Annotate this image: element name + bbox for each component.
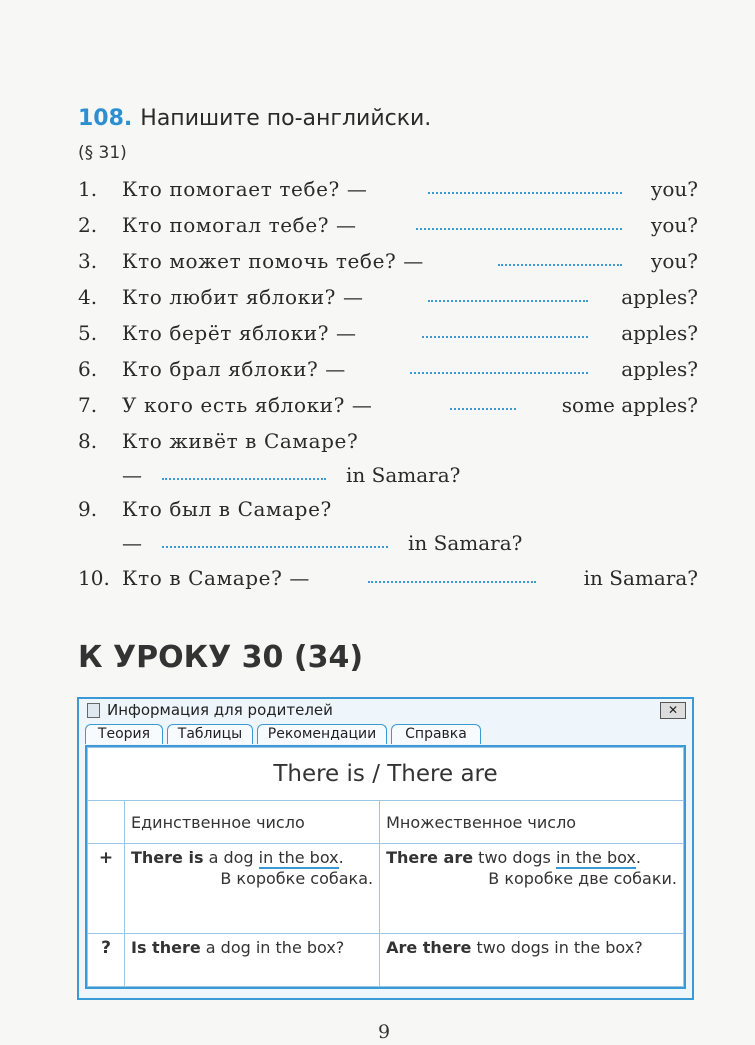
item-number: 9.	[78, 497, 98, 521]
exercise-item-9	[78, 495, 698, 523]
item-russian: Кто помогает тебе? —	[122, 177, 368, 201]
exercise-item-9-answer	[78, 529, 698, 557]
item-english: you?	[651, 249, 698, 273]
item-english: you?	[651, 177, 698, 201]
answer-blank[interactable]	[368, 581, 536, 583]
close-button[interactable]: ✕	[660, 702, 686, 719]
answer-blank[interactable]	[498, 264, 622, 266]
phrase-text: two dogs in the box?	[471, 938, 643, 957]
window-title: Информация для родителей	[107, 701, 333, 719]
phrase-is-there: Is there	[131, 938, 201, 957]
item-english: some apples?	[561, 393, 698, 417]
exercise-item-7	[78, 391, 698, 419]
item-english: in Samara?	[346, 463, 461, 487]
document-icon	[87, 703, 100, 718]
phrase-end: .	[635, 848, 641, 867]
answer-blank[interactable]	[162, 478, 326, 480]
item-russian: У кого есть яблоки? —	[122, 393, 373, 417]
exercise-reference: (§ 31)	[78, 143, 127, 163]
exercise-number: 108.	[78, 106, 133, 131]
phrase-are-there: Are there	[386, 938, 472, 957]
item-number: 3.	[78, 249, 98, 273]
grammar-table	[87, 747, 684, 987]
tab-help[interactable]: Справка	[391, 724, 481, 744]
answer-blank[interactable]	[416, 228, 622, 230]
item-number: 7.	[78, 393, 98, 417]
item-number: 5.	[78, 321, 98, 345]
item-russian: Кто берёт яблоки? —	[122, 321, 357, 345]
item-english: in Samara?	[408, 531, 523, 555]
answer-blank[interactable]	[410, 372, 588, 374]
exercise-instruction: Напишите по-английски.	[140, 106, 432, 131]
tab-theory[interactable]: Теория	[85, 724, 163, 744]
lesson-title: К УРОКУ 30 (34)	[78, 640, 364, 675]
item-number: 4.	[78, 285, 98, 309]
phrase-text: a dog in the box?	[200, 938, 345, 957]
table-header: There is / There are	[88, 748, 684, 801]
phrase-end: .	[338, 848, 344, 867]
item-dash: —	[122, 531, 143, 555]
answer-blank[interactable]	[428, 300, 588, 302]
exercise-item-8-answer	[78, 461, 698, 489]
item-russian: Кто может помочь тебе? —	[122, 249, 424, 273]
page-number: 9	[378, 1021, 391, 1043]
exercise-item-1	[78, 175, 698, 203]
cell-question-plural	[380, 934, 684, 987]
item-english: apples?	[621, 357, 698, 381]
plus-sign: +	[88, 844, 125, 934]
item-number: 8.	[78, 429, 98, 453]
col-singular: Единственное число	[125, 801, 380, 844]
exercise-item-10	[78, 564, 698, 592]
translation-singular: В коробке собака.	[220, 869, 374, 888]
cell-question-singular	[125, 934, 380, 987]
exercise-item-3	[78, 247, 698, 275]
empty-cell	[88, 801, 125, 844]
item-english: apples?	[621, 321, 698, 345]
item-dash: —	[122, 463, 143, 487]
tab-recommendations[interactable]: Рекомендации	[257, 724, 387, 744]
item-number: 10.	[78, 566, 110, 590]
item-number: 1.	[78, 177, 98, 201]
grammar-table-frame	[85, 745, 686, 989]
phrase-text: a dog	[203, 848, 259, 867]
item-russian: Кто любит яблоки? —	[122, 285, 364, 309]
item-russian: Кто помогал тебе? —	[122, 213, 357, 237]
item-english: you?	[651, 213, 698, 237]
answer-blank[interactable]	[428, 192, 622, 194]
answer-blank[interactable]	[422, 336, 588, 338]
tab-tables[interactable]: Таблицы	[167, 724, 253, 744]
parent-info-window	[77, 697, 694, 1000]
phrase-in-the-box: in the box	[555, 848, 636, 867]
item-russian: Кто был в Самаре?	[122, 497, 332, 521]
item-english: in Samara?	[583, 566, 698, 590]
col-plural: Множественное число	[380, 801, 684, 844]
translation-plural: В коробке две собаки.	[488, 869, 677, 888]
item-number: 6.	[78, 357, 98, 381]
cell-plus-plural	[380, 844, 684, 934]
answer-blank[interactable]	[450, 408, 516, 410]
answer-blank[interactable]	[162, 546, 388, 548]
item-number: 2.	[78, 213, 98, 237]
phrase-in-the-box: in the box	[258, 848, 339, 867]
window-title-bar	[79, 699, 692, 721]
item-russian: Кто в Самаре? —	[122, 566, 310, 590]
exercise-item-5	[78, 319, 698, 347]
exercise-item-4	[78, 283, 698, 311]
exercise-item-8	[78, 427, 698, 455]
cell-plus-singular	[125, 844, 380, 934]
exercise-item-6	[78, 355, 698, 383]
item-russian: Кто брал яблоки? —	[122, 357, 346, 381]
phrase-there-is: There is	[131, 848, 204, 867]
item-english: apples?	[621, 285, 698, 309]
question-sign: ?	[88, 934, 125, 987]
exercise-item-2	[78, 211, 698, 239]
item-russian: Кто живёт в Самаре?	[122, 429, 359, 453]
phrase-there-are: There are	[386, 848, 474, 867]
exercise-header	[78, 106, 431, 131]
phrase-text: two dogs	[473, 848, 556, 867]
